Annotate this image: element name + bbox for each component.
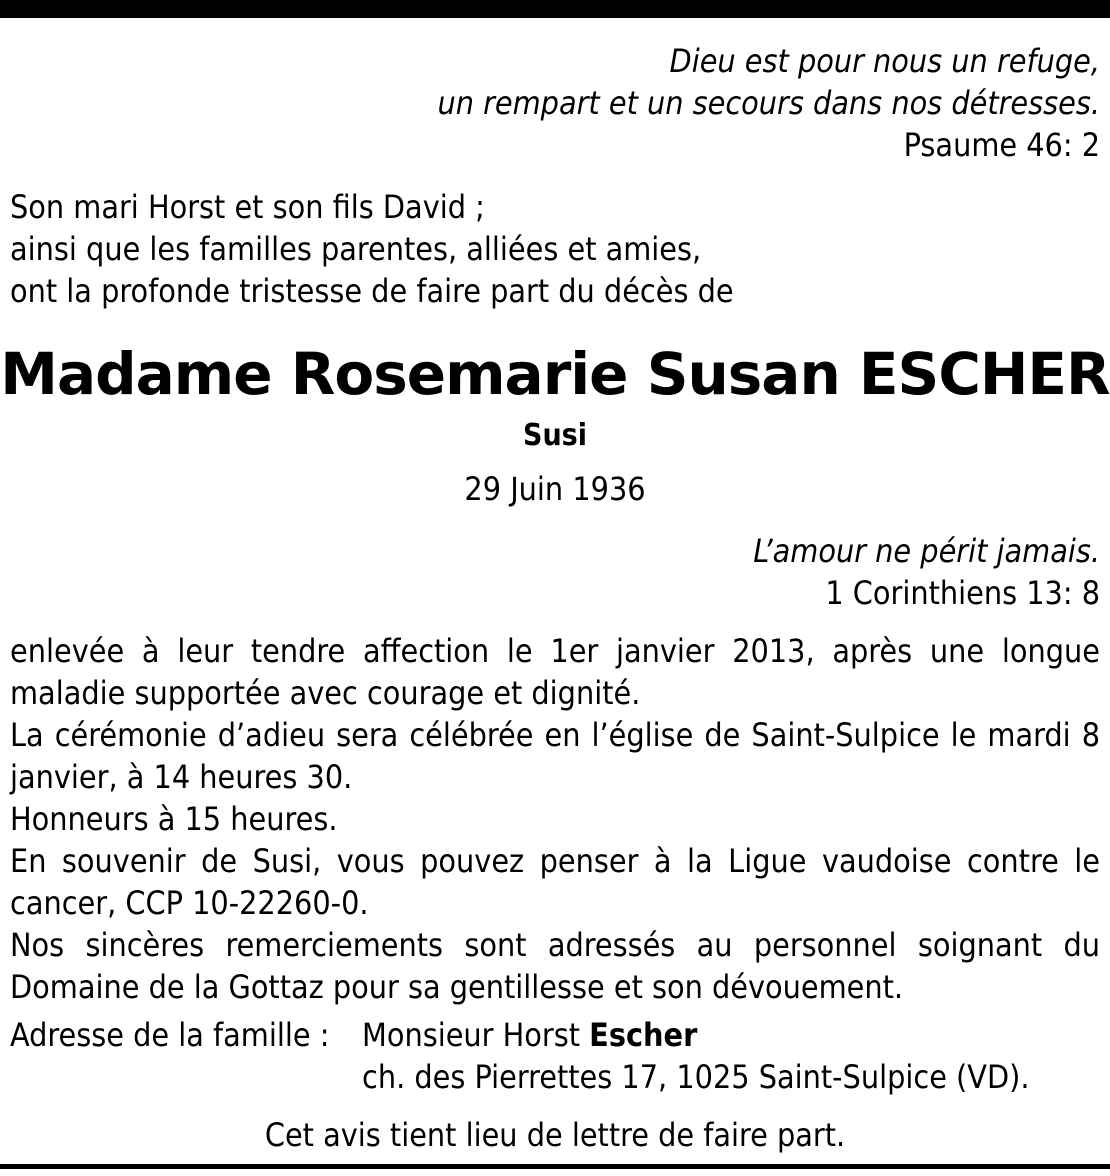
- notice-body: [10, 630, 1100, 1008]
- body-paragraph-thanks: Nos sincères remerciements sont adressés au personnel soignant du Domaine de la Gottaz pour sa gentillesse et son dévouement.: [10, 926, 1100, 1006]
- birth-date: 29 Juin 1936: [464, 470, 646, 508]
- body-paragraph-donation: En souvenir de Susi, vous pouvez penser à la Ligue vaudoise contre le cancer, CCP 10-22260-0.: [10, 842, 1100, 922]
- intro-line-1: Son mari Horst et son fils David ;: [10, 188, 485, 226]
- epigraph-corinthians: [753, 530, 1100, 614]
- epigraph-psalm-line-1: Dieu est pour nous un refuge,: [669, 42, 1100, 80]
- epigraph-psalm-line-2: un rempart et un secours dans nos détresses.: [437, 84, 1100, 122]
- deceased-name: Madame Rosemarie Susan ESCHER: [0, 340, 1110, 408]
- body-paragraph-honours: Honneurs à 15 heures.: [10, 800, 338, 838]
- address-surname: Escher: [589, 1016, 698, 1054]
- footer-note: Cet avis tient lieu de lettre de faire part.: [264, 1116, 846, 1154]
- intro-text: [10, 186, 734, 312]
- address-street: ch. des Pierrettes 17, 1025 Saint-Sulpice (VD).: [362, 1058, 1030, 1096]
- address-label: Adresse de la famille :: [10, 1016, 330, 1054]
- address-name: [362, 1014, 697, 1056]
- epigraph-psalm-reference: Psaume 46: 2: [903, 126, 1100, 164]
- epigraph-psalm: [437, 40, 1100, 166]
- intro-line-3: ont la profonde tristesse de faire part du décès de: [10, 272, 734, 310]
- body-paragraph-death: enlevée à leur tendre affection le 1er janvier 2013, après une longue maladie supportée avec courage et dignité.: [10, 632, 1100, 712]
- address-name-prefix: Monsieur Horst: [362, 1016, 590, 1054]
- epigraph-corinthians-line: L’amour ne périt jamais.: [753, 532, 1100, 570]
- bottom-rule: [0, 1164, 1110, 1169]
- intro-line-2: ainsi que les familles parentes, alliées et amies,: [10, 230, 702, 268]
- epigraph-corinthians-reference: 1 Corinthiens 13: 8: [825, 574, 1100, 612]
- body-paragraph-ceremony: La cérémonie d’adieu sera célébrée en l’église de Saint-Sulpice le mardi 8 janvier, à 14 heures 30.: [10, 716, 1100, 796]
- deceased-nickname: Susi: [523, 418, 587, 453]
- top-rule: [0, 0, 1110, 18]
